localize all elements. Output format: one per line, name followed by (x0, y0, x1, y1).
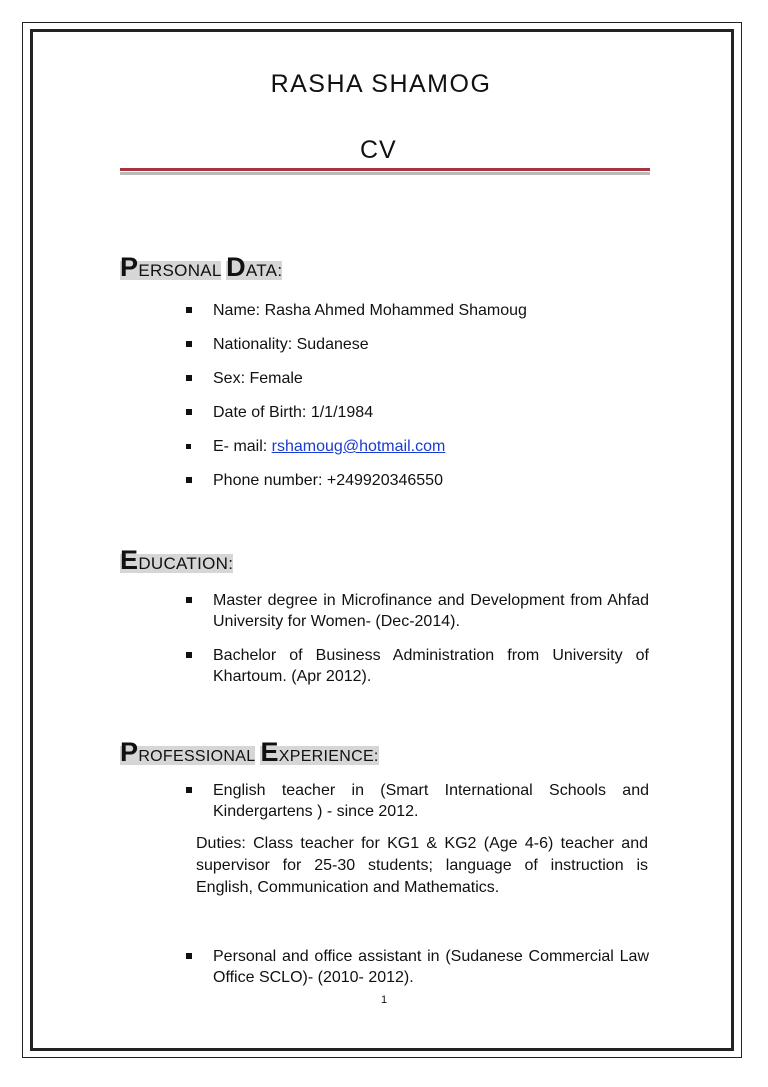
list-item-job-english-teacher: English teacher in (Smart International Schools and Kindergartens ) - since 2012. (186, 780, 649, 822)
list-item-phone: Phone number: +249920346550 (186, 470, 649, 491)
title-rule-red (120, 168, 650, 171)
list-item-email: E- mail: rshamoug@hotmail.com (186, 436, 649, 457)
cv-label: CV (360, 136, 397, 164)
experience-list-2 (186, 946, 649, 988)
education-list (186, 590, 649, 687)
section-heading-personal-data: PERSONAL DATA: (120, 252, 283, 282)
title-rule-gray (120, 172, 650, 175)
list-item-nationality: Nationality: Sudanese (186, 334, 649, 355)
personal-data-list (186, 300, 649, 491)
section-heading-education: EDUCATION: (120, 545, 234, 575)
list-item-name: Name: Rasha Ahmed Mohammed Shamoug (186, 300, 649, 321)
list-item-job-office-assistant: Personal and office assistant in (Sudanese Commercial Law Office SCLO)- (2010- 2012). (186, 946, 649, 988)
cv-owner-name: RASHA SHAMOG (270, 70, 492, 98)
experience-list-1 (186, 780, 649, 822)
email-link[interactable]: rshamoug@hotmail.com (271, 438, 446, 455)
job-duties-text: Duties: Class teacher for KG1 & KG2 (Age 4-6) teacher and supervisor for 25-30 students; language of instruction is English, Communication and Mathematics. (196, 835, 648, 896)
page-number: 1 (381, 994, 388, 1006)
list-item-sex: Sex: Female (186, 368, 649, 389)
section-heading-professional-experience: PROFESSIONAL EXPERIENCE: (120, 737, 379, 767)
list-item-dob: Date of Birth: 1/1/1984 (186, 402, 649, 423)
list-item-education-bachelor: Bachelor of Business Administration from University of Khartoum. (Apr 2012). (186, 645, 649, 687)
list-item-education-master: Master degree in Microfinance and Development from Ahfad University for Women- (Dec-2014). (186, 590, 649, 632)
